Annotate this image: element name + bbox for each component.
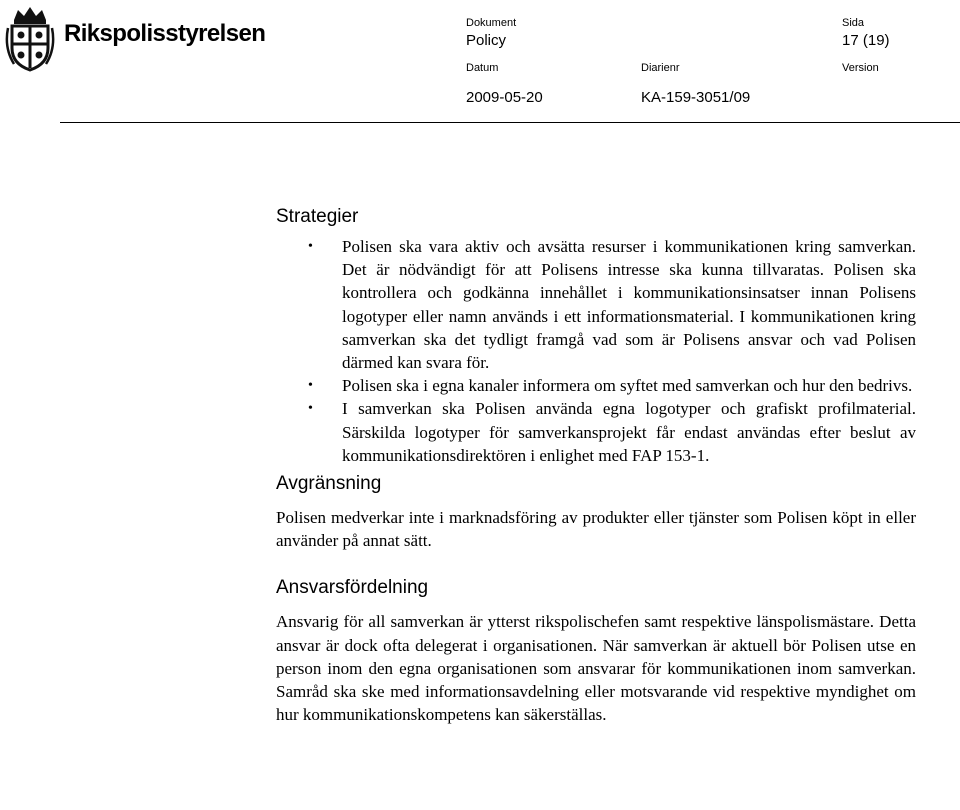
document-body (276, 205, 916, 726)
document-label: Dokument (466, 17, 517, 29)
logo (4, 4, 265, 72)
bullet-icon: • (308, 401, 313, 417)
list-item-text: Polisen ska i egna kanaler informera om syftet med samverkan och hur den bedrivs. (342, 376, 913, 396)
section-strategier (276, 205, 916, 467)
list-item (276, 397, 916, 467)
section-avgransning (276, 472, 916, 552)
list-item (276, 374, 916, 397)
strategy-list (276, 235, 916, 467)
version-label: Version (842, 62, 879, 74)
list-item (276, 235, 916, 374)
section-ansvarsfordelning (276, 576, 916, 726)
bullet-icon: • (308, 239, 313, 254)
org-name: Rikspolisstyrelsen (64, 20, 266, 47)
header-divider (60, 122, 960, 123)
list-item-text: I samverkan ska Polisen använda egna logotyper och grafiskt profilmaterial. Särskilda logotyper för samverkansprojekt får endast användas efter beslut av kommunikationsdirektören i enlighet med FAP 153-1. (342, 399, 916, 465)
section-heading: Ansvarsfördelning (276, 577, 429, 599)
page-number: 17 (19) (842, 32, 890, 49)
bullet-icon: • (308, 378, 313, 394)
date-label: Datum (466, 62, 499, 74)
reg-number-label: Diarienr (641, 62, 680, 74)
section-paragraph: Ansvarig för all samverkan är ytterst rikspolischefen samt respektive länspolismästare. Detta ansvar är dock ofta delegerat i organisationen. När samverkan är aktuell bör Polisen utse en person inom den egna organisationen som ansvarar för kommunikationen inom samverkan. Samråd ska ske med informationsavdelning eller motsvarande vid respektive myndighet om hur kommunikationskompetens kan säkerställas. (276, 612, 916, 725)
page-label: Sida (842, 17, 865, 29)
reg-number-value: KA-159-3051/09 (641, 89, 751, 106)
section-heading: Strategier (276, 206, 359, 227)
police-crest-icon (4, 4, 56, 72)
list-item-text: Polisen ska vara aktiv och avsätta resurser i kommunikationen kring samverkan. Det är nödvändigt för att Polisens intresse ska kunna tillvaratas. Polisen ska kontrollera och godkänna innehållet i kommunikationsinsatser innan Polisens logotyper eller namn används i ett informationsmaterial. I kommunikationen kring samverkan ska det tydligt framgå vad som är Polisens ansvar och vad Polisen därmed kan svara för. (342, 237, 916, 373)
section-heading: Avgränsning (276, 473, 382, 495)
section-paragraph: Polisen medverkar inte i marknadsföring av produkter eller tjänster som Polisen köpt in eller använder på annat sätt. (276, 508, 916, 551)
page-header (0, 0, 960, 125)
date-value: 2009-05-20 (466, 89, 543, 106)
document-value: Policy (466, 32, 507, 49)
